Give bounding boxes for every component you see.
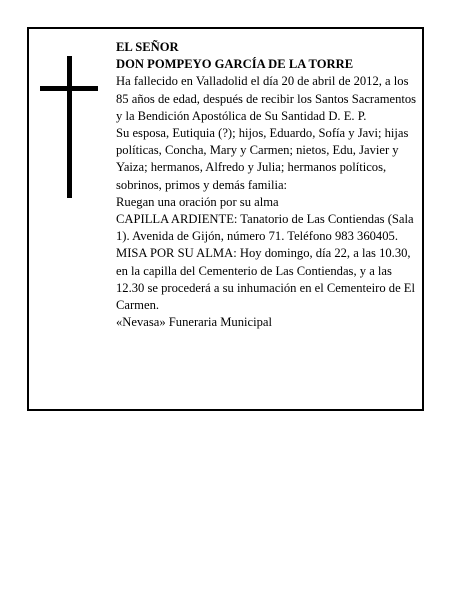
family-list: Su esposa, Eutiquia (?); hijos, Eduardo, Sofía y Javi; hijas políticas, Concha, Mary y Carmen; nietos, Edu, Javier y Yaiza; hermanos, Alfredo y Julia; hermanos políticos, sobrinos, primos y demás familia: — [116, 126, 409, 192]
obituary-notice — [27, 27, 424, 411]
chapel-info: CAPILLA ARDIENTE: Tanatorio de Las Contiendas (Sala 1). Avenida de Gijón, número 71. Teléfono 983 360405. — [116, 212, 414, 244]
deceased-name: DON POMPEYO GARCÍA DE LA TORRE — [116, 57, 354, 72]
cross-icon — [40, 56, 98, 198]
funeral-home: «Nevasa» Funeraria Municipal — [116, 315, 272, 330]
deceased-honorific: EL SEÑOR — [116, 40, 179, 54]
obituary-text — [116, 39, 419, 331]
cross-vertical-bar — [67, 56, 72, 198]
death-announcement: Ha fallecido en Valladolid el día 20 de abril de 2012, a los 85 años de edad, después de recibir los Santos Sacramentos y la Bendición Apostólica de Su Santidad D. E. P. — [116, 74, 417, 123]
cross-horizontal-bar — [40, 86, 98, 91]
mass-info: MISA POR SU ALMA: Hoy domingo, día 22, a las 10.30, en la capilla del Cementerio de Las Contiendas, y a las 12.30 se procederá a su inhumación en el Cementeiro de El Carmen. — [116, 246, 415, 313]
prayer-request: Ruegan una oración por su alma — [116, 194, 279, 209]
